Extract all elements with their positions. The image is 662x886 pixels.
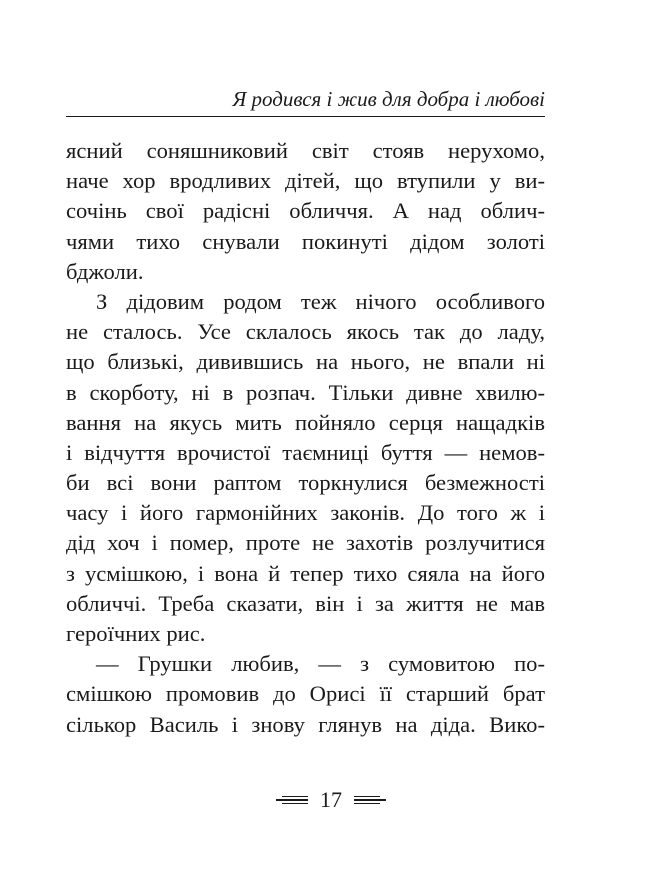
text-line: і відчуття врочистої таємниці буття — немов- [66, 439, 545, 465]
page-number: 17 [320, 787, 342, 812]
running-head: Я родився і жив для добра і любові [232, 87, 545, 111]
text-line: — Грушки любив, — з сумовитою по- [96, 651, 545, 677]
text-line: ясний соняшниковий світ стояв нерухомо, [66, 138, 545, 163]
text-line: би всі вони раптом торкнулися безмежності [66, 470, 545, 496]
footer-ornament-right [354, 796, 386, 804]
text-line: не сталось. Усе склалось якось так до ладу, [66, 319, 545, 345]
text-line: бджоли. [66, 258, 144, 284]
text-line: сількор Василь і знову глянув на діда. Вико- [66, 711, 545, 737]
text-line: часу і його гармонійних законів. До того ж і [66, 500, 545, 526]
text-line: сочінь свої радісні обличчя. А над облич- [66, 198, 545, 224]
text-line: обличчі. Треба сказати, він і за життя не мав [66, 590, 545, 616]
text-line: наче хор вродливих дітей, що втупили у ви- [66, 168, 545, 194]
text-line: героїчних рис. [66, 621, 206, 646]
text-line: з усмішкою, і вона й тепер тихо сяяла на його [66, 560, 545, 586]
text-line: дід хоч і помер, проте не захотів розлучитися [66, 530, 545, 556]
text-line: що близькі, дивившись на нього, не впали ні [66, 349, 545, 375]
text-line: З дідовим родом теж нічого особливого [96, 288, 545, 314]
page-footer [0, 788, 662, 812]
footer-ornament-left [276, 796, 308, 804]
text-line: вання на якусь мить пойняло серця нащадків [66, 409, 545, 435]
text-line: в скорботу, ні в розпач. Тільки дивне хвилю- [66, 379, 545, 405]
text-line: смішкою промовив до Орисі її старший брат [66, 681, 545, 707]
header-rule [66, 116, 545, 117]
text-line: чями тихо снували покинуті дідом золоті [66, 228, 545, 254]
body-text [66, 136, 545, 740]
